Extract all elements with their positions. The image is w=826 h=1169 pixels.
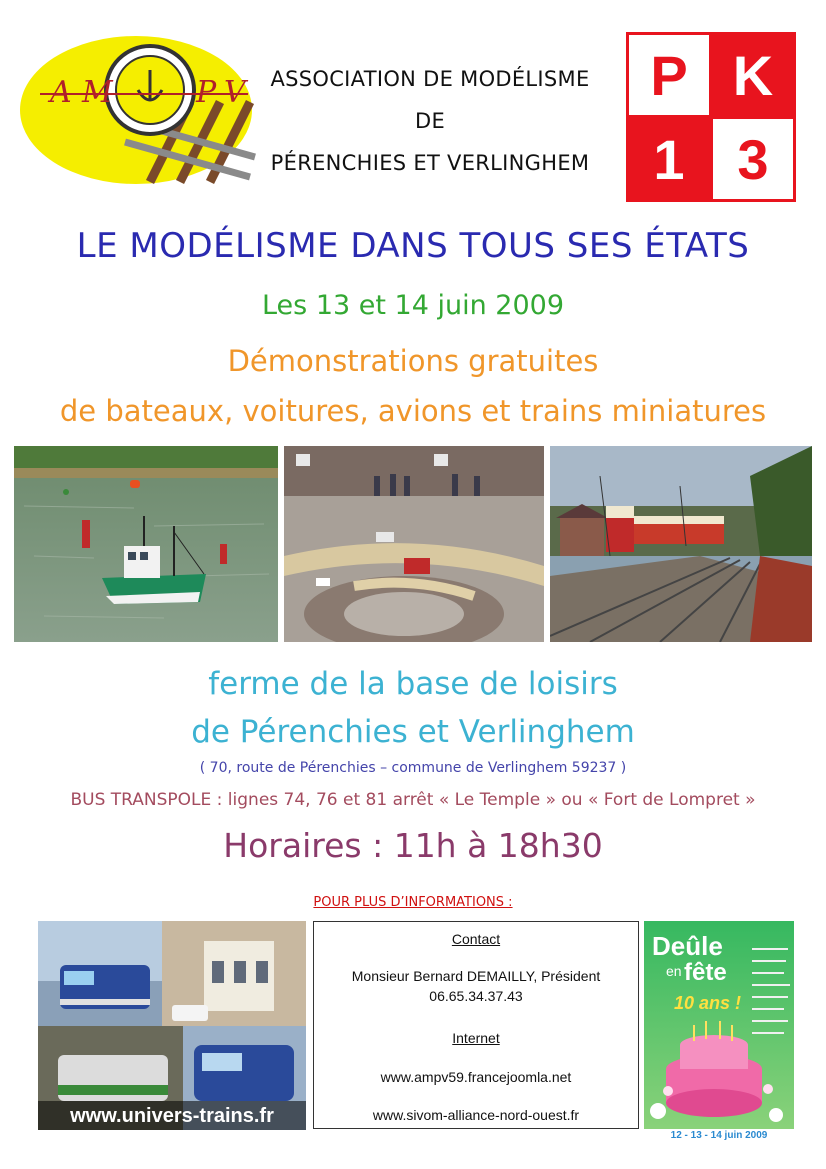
contact-heading: Contact bbox=[451, 931, 501, 947]
association-name bbox=[240, 58, 620, 184]
venue-address: ( 70, route de Pérenchies – commune de Verlinghem 59237 ) bbox=[199, 760, 627, 776]
event-title: LE MODÉLISME DANS TOUS SES ÉTATS bbox=[76, 226, 750, 266]
deule-title-3: fête bbox=[684, 959, 727, 986]
association-logo bbox=[20, 32, 262, 192]
association-line-3: PÉRENCHIES ET VERLINGHEM bbox=[270, 151, 590, 175]
pk-cell-1: 1 bbox=[626, 116, 712, 202]
contact-phone[interactable]: 06.65.34.37.43 bbox=[429, 988, 523, 1004]
internet-heading: Internet bbox=[452, 1030, 500, 1046]
association-line-2: DE bbox=[414, 109, 446, 133]
svg-text:P: P bbox=[196, 75, 217, 110]
photo-cars bbox=[284, 446, 544, 642]
bus-info: BUS TRANSPOLE : lignes 74, 76 et 81 arrêt « Le Temple » ou « Fort de Lompret » bbox=[70, 790, 756, 810]
logo-letters: A bbox=[50, 75, 72, 110]
pk-cell-k: K bbox=[710, 32, 796, 118]
opening-hours: Horaires : 11h à 18h30 bbox=[223, 826, 603, 865]
pk13-badge bbox=[622, 28, 802, 206]
univers-trains-url[interactable]: www.univers-trains.fr bbox=[70, 1105, 274, 1127]
demo-line-2: de bateaux, voitures, avions et trains miniatures bbox=[59, 394, 767, 428]
deule-title-2: en bbox=[666, 963, 682, 979]
venue-line-2: de Pérenchies et Verlinghem bbox=[191, 714, 635, 750]
association-line-1: ASSOCIATION DE MODÉLISME bbox=[270, 67, 590, 91]
deule-en-fete-poster[interactable] bbox=[644, 921, 794, 1145]
website-link-sivom[interactable]: www.sivom-alliance-nord-ouest.fr bbox=[372, 1107, 580, 1123]
event-dates: Les 13 et 14 juin 2009 bbox=[261, 290, 564, 321]
deule-dates: 12 - 13 - 14 juin 2009 bbox=[670, 1130, 768, 1141]
photo-boats bbox=[14, 446, 278, 642]
svg-text:V: V bbox=[224, 75, 246, 110]
demo-line-1: Démonstrations gratuites bbox=[227, 344, 599, 378]
photo-trains bbox=[550, 446, 812, 642]
pk-cell-3: 3 bbox=[710, 116, 796, 202]
contact-name: Monsieur Bernard DEMAILLY, Président bbox=[351, 968, 601, 984]
venue-line-1: ferme de la base de loisirs bbox=[208, 666, 618, 702]
svg-text:M: M bbox=[82, 75, 113, 110]
contact-box bbox=[313, 921, 639, 1129]
website-link-ampv59[interactable]: www.ampv59.francejoomla.net bbox=[380, 1069, 572, 1085]
univers-trains-ad[interactable] bbox=[38, 921, 306, 1130]
deule-title-1: Deûle bbox=[652, 931, 723, 961]
pk-cell-p: P bbox=[626, 32, 712, 118]
deule-years: 10 ans ! bbox=[674, 993, 742, 1013]
more-info-heading: POUR PLUS D’INFORMATIONS : bbox=[313, 895, 513, 910]
